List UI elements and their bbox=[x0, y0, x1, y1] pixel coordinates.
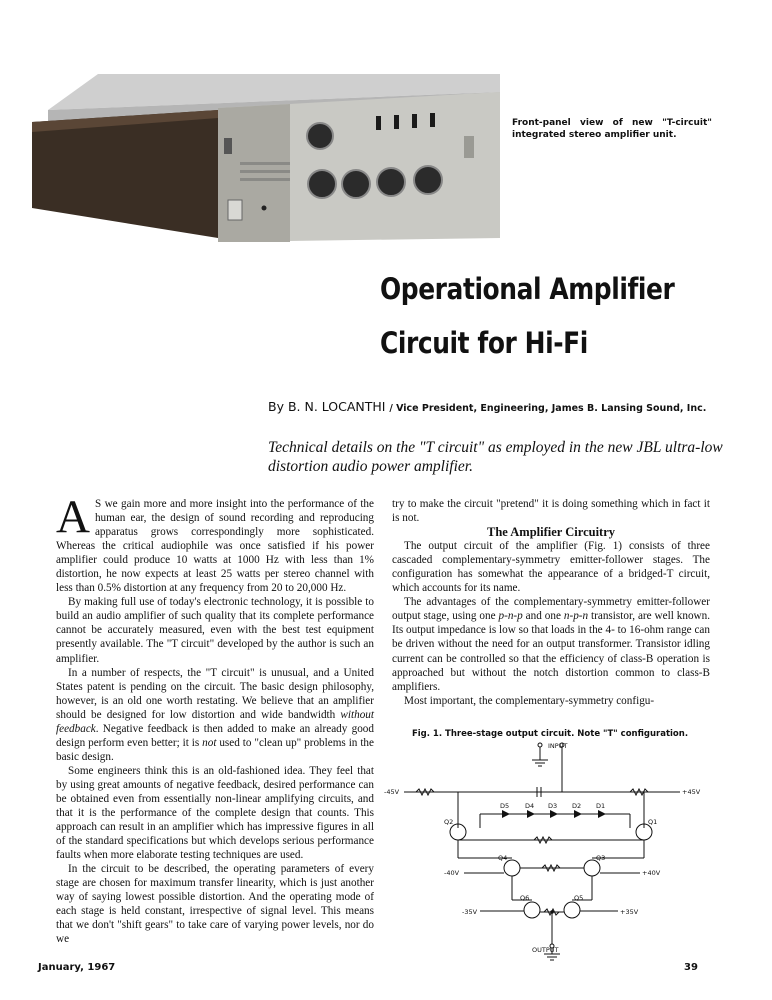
transistor-q3 bbox=[584, 860, 600, 876]
paragraph: By making full use of today's electronic technology, it is possible to build an audio amplifier of such quality that its complete performance cannot be accurately measured, even with the best test equipment presently available. The "T circuit" developed by the author is such an amplifier. bbox=[56, 596, 374, 665]
paragraph-text: In a number of respects, the "T circuit" is unusual, and a United States patent is pending on the circuit. The basic design philosophy, however, is an old one worth restating. We believe that an amplifier should be designed for low distortion and wide bandwidth bbox=[56, 666, 374, 721]
label-d2: D2 bbox=[572, 802, 582, 810]
right-column bbox=[392, 497, 710, 708]
author-affiliation: / Vice President, Engineering, James B. Lansing Sound, Inc. bbox=[389, 403, 707, 414]
label-minus-40v: -40V bbox=[444, 869, 460, 877]
title-line-1: Operational Amplifier bbox=[380, 272, 675, 306]
paragraph bbox=[56, 666, 374, 764]
label-plus-35v: +35V bbox=[620, 908, 639, 916]
paragraph: The output circuit of the amplifier (Fig. 1) consists of three cascaded complementary-symmetry emitter-follower stages. The configuration has somewhat the appearance of a bridged-T circuit, which accounts for its name. bbox=[392, 540, 710, 595]
page-number: 39 bbox=[684, 962, 698, 973]
emphasis-text: p-n-p bbox=[498, 610, 523, 623]
label-input: INPUT bbox=[548, 742, 568, 750]
label-d3: D3 bbox=[548, 802, 558, 810]
label-minus-35v: -35V bbox=[462, 908, 478, 916]
byline bbox=[268, 399, 706, 414]
paragraph: try to make the circuit "pretend" it is doing something which in fact it is not. bbox=[392, 498, 710, 525]
emphasis-text: without feedback bbox=[56, 708, 374, 735]
label-q5: Q5 bbox=[574, 894, 584, 902]
paragraph: Some engineers think this is an old-fashioned idea. They feel that by using great amounts of negative feedback, desired performance can be obtained even from essentially non-linear amplifying circuits, and that it is the performance of the complete design that counts. This approach can result in an amplifier which has impressive figures in all of the standard specifications but which develops serious performance faults when more elaborate testing techniques are used. bbox=[56, 764, 374, 862]
transistor-q6 bbox=[524, 902, 540, 918]
paragraph-text: The advantages of the complementary-symmetry emitter-follower output stage, using one bbox=[392, 596, 710, 623]
label-plus-40v: +40V bbox=[642, 869, 661, 877]
paragraph-text: used to "clean up" problems in the basic design. bbox=[56, 736, 374, 763]
footer-date: January, 1967 bbox=[38, 962, 116, 973]
paragraph-text: . Negative feedback is then added to make an already good design perform even better; it is bbox=[56, 722, 374, 749]
paragraph: Most important, the complementary-symmetry configu- bbox=[404, 694, 655, 707]
article-deck: Technical details on the "T circuit" as employed in the new JBL ultra-low distortion audio power amplifier. bbox=[268, 439, 723, 475]
label-output: OUTPUT bbox=[532, 946, 559, 954]
emphasis-text: n-p-n bbox=[563, 610, 589, 623]
figure-caption: Fig. 1. Three-stage output circuit. Note "T" configuration. bbox=[411, 729, 689, 739]
label-d4: D4 bbox=[525, 802, 535, 810]
title-line-2: Circuit for Hi-Fi bbox=[380, 326, 588, 360]
paragraph bbox=[56, 491, 374, 595]
label-d1: D1 bbox=[596, 802, 606, 810]
label-q4: Q4 bbox=[498, 854, 508, 862]
paragraph-text: and one bbox=[522, 610, 564, 623]
drop-cap: A bbox=[56, 491, 90, 543]
section-heading: The Amplifier Circuitry bbox=[487, 525, 615, 540]
label-d5: D5 bbox=[500, 802, 510, 810]
label-q3: Q3 bbox=[596, 854, 606, 862]
transistor-q5 bbox=[564, 902, 580, 918]
label-plus-45v: +45V bbox=[682, 788, 701, 796]
circuit-schematic bbox=[382, 740, 718, 968]
left-column bbox=[56, 491, 374, 947]
label-q1: Q1 bbox=[648, 818, 658, 826]
label-q6: Q6 bbox=[520, 894, 530, 902]
author-name: By B. N. LOCANTHI bbox=[268, 399, 386, 414]
paragraph-text: transistor, are well known. Its output impedance is low so that loads in the 4- to 16-ohm range can be driven without the need for an output transformer. Transistor idling current can be controlled so that the efficiency of class-B operation is approached but without the notch distortion common to class-B amplifiers. bbox=[392, 610, 711, 693]
amplifier-photo bbox=[28, 52, 500, 242]
label-minus-45v: -45V bbox=[384, 788, 400, 796]
transistor-q4 bbox=[504, 860, 520, 876]
paragraph: In the circuit to be described, the operating parameters of every stage are chosen for maximum transfer linearity, which is just another way of saying lowest possible distortion. And the operating mode of each stage is held constant, irrespective of signal level. This means that we don't "shift gears" to take care of varying power levels, nor do we bbox=[56, 863, 374, 946]
photo-caption: Front-panel view of new "T-circuit" integrated stereo amplifier unit. bbox=[512, 118, 712, 140]
label-q2: Q2 bbox=[444, 818, 454, 826]
article-title bbox=[380, 262, 760, 370]
input-terminal bbox=[538, 743, 542, 747]
paragraph-text: S we gain more and more insight into the performance of the human ear, the design of sound recording and reproducing apparatus grows correspondingly more sophisticated. Whereas the critical audiophile was once satisfied if his power amplifier could produce 10 watts at 1000 Hz with less than 1% distortion, he now expects at least 25 watts per stereo channel with less than 0.5% distortion at any frequency from 20 to 20,000 Hz. bbox=[56, 498, 374, 595]
paragraph bbox=[392, 595, 710, 693]
emphasis-text: not bbox=[202, 736, 217, 749]
